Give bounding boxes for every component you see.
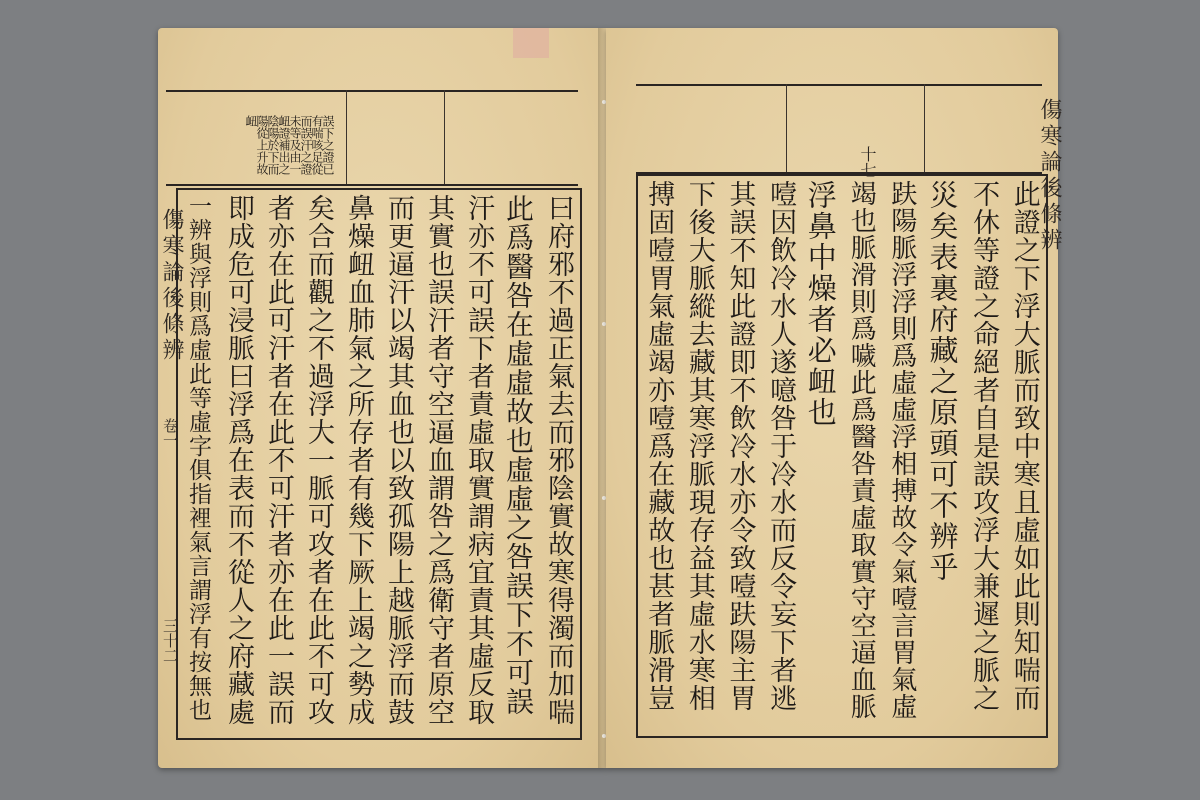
- text-column: 下後大脈縱去藏其寒浮脈現存益其虛水寒相: [683, 180, 715, 712]
- right-headnote-box: [636, 84, 1042, 174]
- volume-label: 卷一: [161, 418, 179, 448]
- left-page: [158, 28, 606, 768]
- text-column: 鼻燥衄血肺氣之所存者有幾下厥上竭之勢成: [343, 194, 374, 726]
- text-column: 災矣表裏府藏之原頭可不辨乎: [925, 180, 960, 583]
- left-text-columns: [178, 194, 578, 734]
- headnote-line: 未等及由一: [288, 114, 302, 175]
- left-margin-title: 傷寒論後條辨: [159, 208, 184, 364]
- text-column: 竭也脈滑則爲噦此爲醫咎責虛取實守空逼血脈: [846, 180, 877, 720]
- text-column: 不休等證之命絕者自是誤攻浮大兼遲之脈之: [968, 180, 1000, 712]
- left-head-divider-2: [444, 90, 445, 184]
- text-column: 搏固噎胃氣虛竭亦噎爲在藏故也甚者脈滑豈: [643, 180, 675, 712]
- text-column: 而更逼汗以竭其血也以致孤陽上越脈浮而鼓: [383, 194, 414, 726]
- right-head-divider-2: [924, 84, 925, 172]
- text-column: 其誤不知此證即不飲冷水亦令致噎趺陽主胃: [724, 180, 756, 712]
- text-column: 其實也誤汗者守空逼血謂咎之爲衛守者原空: [423, 194, 454, 726]
- right-margin-title: 傷寒論後條辨: [1037, 98, 1062, 254]
- right-head-divider-1: [786, 84, 787, 172]
- text-column: 浮鼻中燥者必衄也: [803, 180, 838, 428]
- text-column: 汗亦不可誤下者責虛取實謂病宜責其虛反取: [463, 194, 494, 726]
- text-column: 曰府邪不過正氣去而邪陰實故寒得濁而加喘: [543, 194, 574, 726]
- left-headnote: [244, 92, 344, 182]
- headnote-line: 有喘咳足從: [310, 114, 324, 175]
- headnote-line: 衄: [244, 114, 258, 127]
- leaf-number: 三十二: [161, 618, 179, 663]
- right-headnote: 十七: [858, 146, 877, 178]
- text-column: 者亦在此可汗者在此不可汗者亦在此一誤而: [263, 194, 294, 726]
- left-head-divider-1: [346, 90, 347, 184]
- text-column: 趺陽脈浮浮則爲虛虛浮相搏故令氣噎言胃氣虛: [886, 180, 917, 720]
- text-column: 一辨與浮則爲虛此等虛字俱指裡氣言謂浮有按無也: [185, 194, 211, 722]
- left-headnote-box: [166, 90, 578, 186]
- text-column: 噎因飲冷水人遂噫咎于冷水而反令妄下者逃: [765, 180, 797, 712]
- text-column: 矣合而觀之不過浮大一脈可攻者在此不可攻: [303, 194, 334, 726]
- headnote-line: 陰陽於下而: [266, 114, 280, 175]
- headnote-line: 誤下之證已: [321, 114, 335, 175]
- headnote-line: 衄證補出之: [277, 114, 291, 175]
- text-column: 此證之下浮大脈而致中寒且虛如此則知喘而: [1008, 180, 1040, 712]
- paper-tab: [513, 28, 549, 58]
- text-column: 即成危可浸脈曰浮爲在表而不從人之府藏處: [223, 194, 254, 726]
- headnote-line: 而誤汗之證: [299, 114, 313, 175]
- headnote-line: 陽從上升故: [255, 114, 269, 175]
- open-book: [150, 28, 1060, 778]
- text-column: 此爲醫咎在虛虛故也虛虛之咎誤下不可誤: [502, 194, 535, 716]
- right-text-columns: [638, 180, 1044, 732]
- right-page: [606, 28, 1062, 768]
